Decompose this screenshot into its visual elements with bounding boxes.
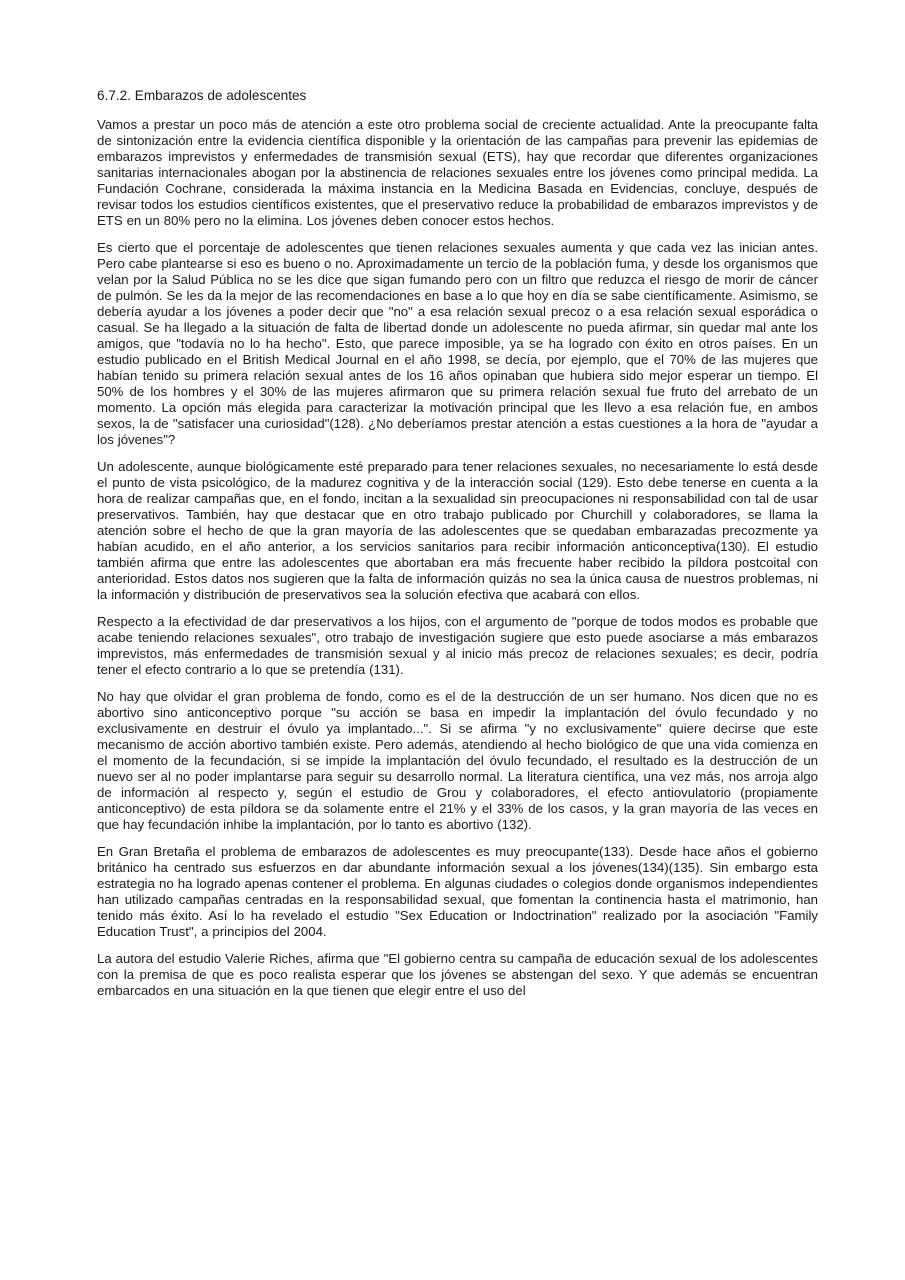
document-body (97, 117, 818, 999)
paragraph: Es cierto que el porcentaje de adolescentes que tienen relaciones sexuales aumenta y que cada vez las inician antes. Pero cabe plantearse si eso es bueno o no. Aproximadamente un tercio de la población fuma, y desde los organismos que velan por la Salud Pública no se les dice que sigan fumando pero con un filtro que reduzca el riesgo de morir de cáncer de pulmón. Se les da la mejor de las recomendaciones en base a lo que hoy en día se sabe científicamente. Asimismo, se debería ayudar a los jóvenes a poder decir que "no" a esa relación sexual precoz o a esa relación sexual esporádica o casual. Se ha llegado a la situación de falta de libertad donde un adolescente no pueda afirmar, sin quedar mal ante los amigos, que "todavía no lo ha hecho". Esto, que parece imposible, ya se ha logrado con éxito en otros países. En un estudio publicado en el British Medical Journal en el año 1998, se decía, por ejemplo, que el 70% de las mujeres que habían tenido su primera relación sexual antes de los 16 años opinaban que hubiera sido mejor esperar un tiempo. El 50% de los hombres y el 30% de las mujeres afirmaron que su primera relación sexual fue fruto del arrebato de un momento. La opción más elegida para caracterizar la motivación principal que les llevo a esa relación fue, en ambos sexos, la de "satisfacer una curiosidad"(128). ¿No deberíamos prestar atención a estas cuestiones a la hora de "ayudar a los jóvenes"? (97, 240, 818, 447)
paragraph: No hay que olvidar el gran problema de fondo, como es el de la destrucción de un ser humano. Nos dicen que no es abortivo sino anticonceptivo porque "su acción se basa en impedir la implantación del óvulo fecundado y no exclusivamente en destruir el óvulo ya implantado...". Si se afirma "y no exclusivamente" quiere decirse que este mecanismo de acción abortivo también existe. Pero además, atendiendo al hecho biológico de que una vida comienza en el momento de la fecundación, si se impide la implantación del óvulo fecundado, el resultado es la destrucción de un nuevo ser al no poder implantarse para seguir su desarrollo normal. La literatura científica, una vez más, nos arroja algo de información al respecto y, según el estudio de Grou y colaboradores, el efecto antiovulatorio (propiamente anticonceptivo) de esta píldora se da solamente entre el 21% y el 33% de los casos, y la gran mayoría de las veces en que hay fecundación inhibe la implantación, por lo tanto es abortivo (132). (97, 689, 818, 832)
section-heading: 6.7.2. Embarazos de adolescentes (97, 88, 307, 103)
paragraph: La autora del estudio Valerie Riches, afirma que "El gobierno centra su campaña de educación sexual de los adolescentes con la premisa de que es poco realista esperar que los jóvenes se abstengan del sexo. Y que además se encuentran embarcados en una situación en la que tienen que elegir entre el uso del (97, 951, 818, 998)
paragraph: En Gran Bretaña el problema de embarazos de adolescentes es muy preocupante(133). Desde hace años el gobierno británico ha centrado sus esfuerzos en dar abundante información sexual a los jóvenes(134)(135). Sin embargo esta estrategia no ha logrado apenas contener el problema. En algunas ciudades o colegios donde organismos independientes han utilizado campañas centradas en la responsabilidad sexual, que fomentan la continencia hasta el matrimonio, han tenido más éxito. Así lo ha revelado el estudio "Sex Education or Indoctrination" realizado por la asociación "Family Education Trust", a principios del 2004. (97, 844, 818, 939)
paragraph: Un adolescente, aunque biológicamente esté preparado para tener relaciones sexuales, no necesariamente lo está desde el punto de vista psicológico, de la madurez cognitiva y de la interacción social (129). Esto debe tenerse en cuenta a la hora de realizar campañas que, en el fondo, incitan a la sexualidad sin preocupaciones ni responsabilidad con tal de usar preservativos. También, hay que destacar que en otro trabajo publicado por Churchill y colaboradores, se llama la atención sobre el hecho de que la gran mayoría de las adolescentes que se quedaban embarazadas precozmente ya habían acudido, en el año anterior, a los servicios sanitarios para recibir información anticonceptiva(130). El estudio también afirma que entre las adolescentes que abortaban era más frecuente haber recibido la píldora postcoital con anterioridad. Estos datos nos sugieren que la falta de información quizás no sea la única causa de nuestros problemas, ni la información y distribución de preservativos sea la solución efectiva que acabará con ellos. (97, 459, 818, 602)
paragraph: Vamos a prestar un poco más de atención a este otro problema social de creciente actualidad. Ante la preocupante falta de sintonización entre la evidencia científica disponible y la orientación de las campañas para prevenir las epidemias de embarazos imprevistos y enfermedades de transmisión sexual (ETS), hay que recordar que diferentes organizaciones sanitarias internacionales abogan por la abstinencia de relaciones sexuales entre los jóvenes como principal medida. La Fundación Cochrane, considerada la máxima instancia en la Medicina Basada en Evidencias, concluye, después de revisar todos los estudios científicos existentes, que el preservativo reduce la probabilidad de embarazos imprevistos y de ETS en un 80% pero no la elimina. Los jóvenes deben conocer estos hechos. (97, 117, 818, 228)
paragraph: Respecto a la efectividad de dar preservativos a los hijos, con el argumento de "porque de todos modos es probable que acabe teniendo relaciones sexuales", otro trabajo de investigación sugiere que esto puede asociarse a más embarazos imprevistos, más enfermedades de transmisión sexual y al inicio más precoz de relaciones sexuales; es decir, podría tener el efecto contrario a lo que se pretendía (131). (97, 614, 818, 677)
